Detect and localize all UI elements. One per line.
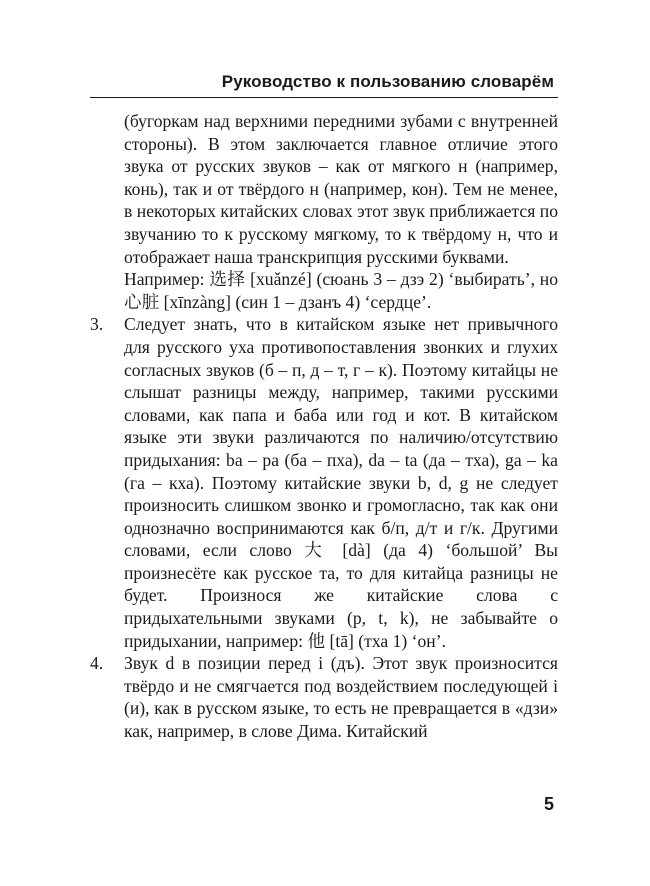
list-item-number: 3. — [90, 314, 104, 335]
running-header-title: Руководство к пользованию словарём — [221, 72, 554, 91]
list-item — [90, 652, 558, 742]
list-item-number: 4. — [90, 653, 104, 674]
list-item-text: Звук d в позиции перед i (дъ). Этот звук произносится твёрдо и не смягчается под воздействием последующей i (и), как в русском языке, то есть не превращается в «дзи» как, например, в слове Дима. Китайский — [124, 653, 558, 742]
page-number: 5 — [543, 794, 554, 814]
list-item-text: Следует знать, что в китайском языке нет привычного для русского уха противопоставления звонких и глухих согласных звуков (б – п, д – т, г – к). Поэтому китайцы не слышат разницы между, например, такими русскими словами, как папа и баба или год и кот. В китайском языке эти звуки различаются по наличию/отсутствию придыхания: ba – pa (ба – пха), da – ta (да – тха), ga – ka (га – кха). Поэтому китайские звуки b, d, g не следует произносить слишком звонко и громогласно, так как они однозначно воспринимаются как б/п, д/т и г/к. Другими словами, если слово 大 [dà] (да 4) ‘большой’ Вы произнесёте как русское та, то для китайца разницы не будет. Произнося же китайские слова с придыхательными звуками (p, t, k), не забывайте о придыхании, например: 他 [tā] (тха 1) ‘он’. — [124, 314, 558, 651]
page-body — [90, 110, 558, 743]
list-item — [90, 313, 558, 652]
header-divider — [90, 97, 558, 98]
example-paragraph: Например: 选择 [xuǎnzé] (сюань 3 – дзэ 2) ‘выбирать’, но 心脏 [xīnzàng] (син 1 – дзанъ 4) ‘сердце’. — [124, 269, 558, 312]
intro-paragraph: (бугоркам над верхними передними зубами с внутренней стороны). В этом заключается главное отличие этого звука от русских звуков – как от мягкого н (например, конь), так и от твёрдого н (например, кон). Тем не менее, в некоторых китайских словах этот звук приближается по звучанию то к русскому мягкому, то к твёрдому н, что и отображает наша транскрипция русскими буквами. — [124, 111, 558, 267]
